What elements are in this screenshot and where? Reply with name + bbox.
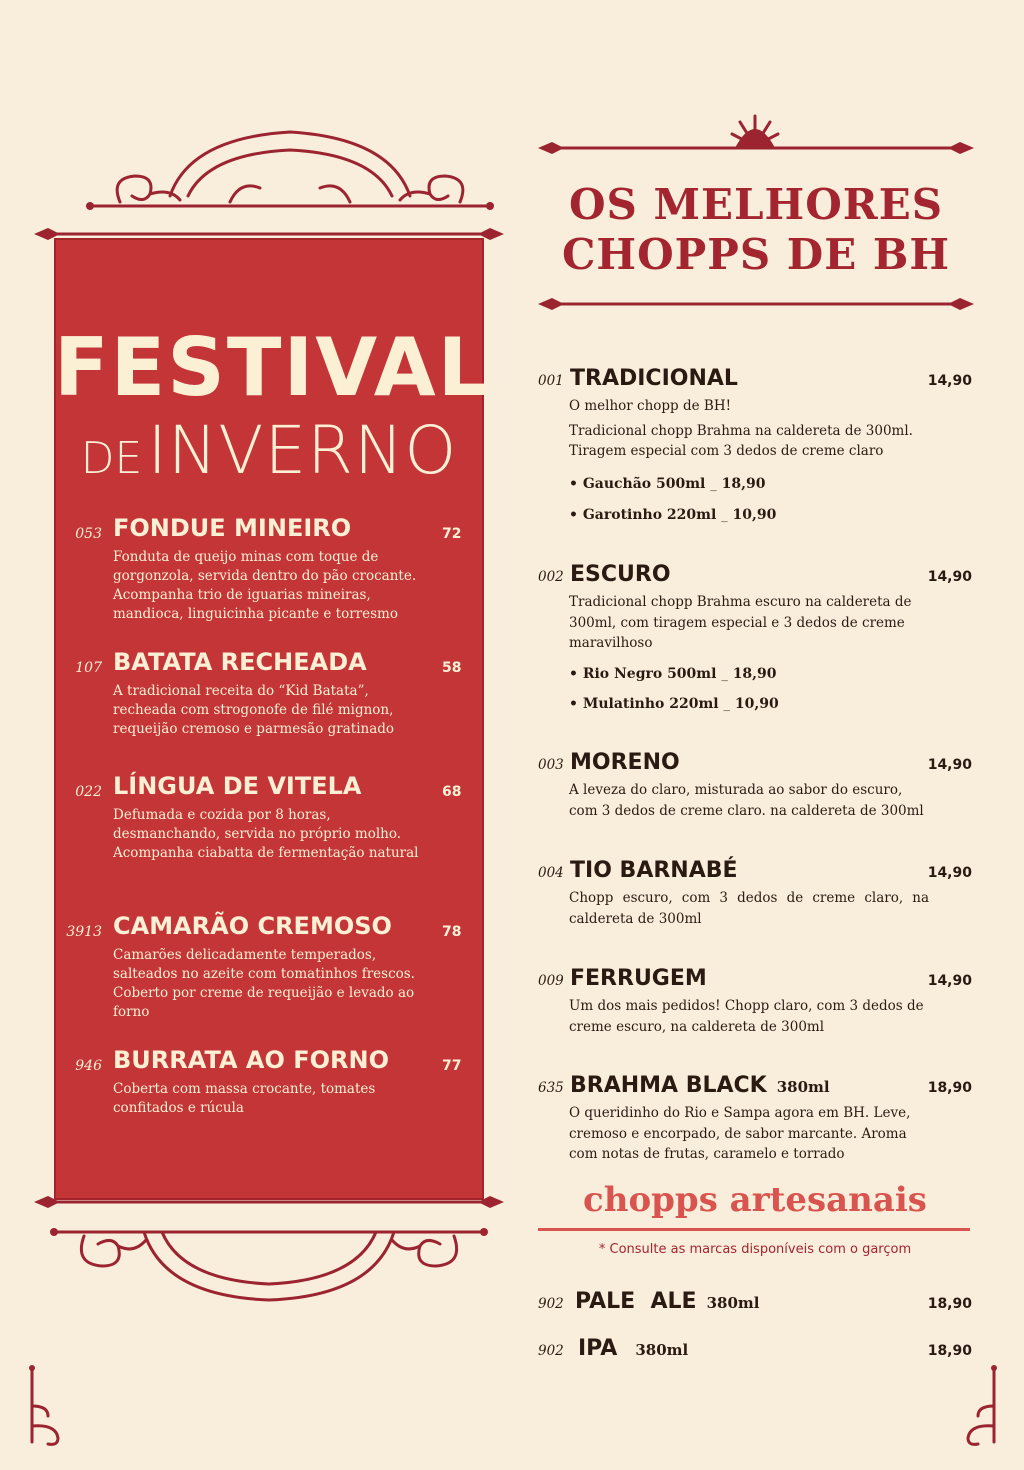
item-description-line: Tradicional chopp Brahma na caldereta de 300ml. Tiragem especial com 3 dedos de creme claro [569,422,913,459]
option-price: 18,90 [732,666,777,682]
item-option [569,476,765,492]
item-description: A tradicional receita do “Kid Batata”, recheada com strogonofe de filé mignon, requeijão cremoso e parmesão gratinado [113,683,395,737]
item-volume: 380ml [706,1294,760,1312]
option-separator: _ [710,477,717,492]
chopp-item [538,750,974,830]
item-price: 77 [442,1058,462,1074]
artesanais-title: chopps artesanais [583,1180,927,1220]
item-code: 902 [538,1296,564,1312]
item-name: TRADICIONAL [570,366,738,391]
chopps-title-line1: OS MELHORES [568,180,944,229]
item-code: 902 [538,1343,564,1359]
option-price: 10,90 [732,507,777,523]
option-separator: _ [721,667,728,682]
artesanal-item [538,1336,974,1366]
item-volume: 380ml [635,1341,689,1359]
item-name-text: PALE ALE [575,1289,697,1314]
corner-flourish-icon [26,1366,86,1446]
festival-title: FESTIVAL [54,321,491,414]
item-code: 635 [538,1080,564,1096]
item-description: Camarões delicadamente temperados, salteados no azeite com tomatinhos frescos. Coberto por creme de requeijão e levado ao forno [113,947,415,1020]
item-option [569,666,777,682]
item-name: LÍNGUA DE VITELA [113,772,362,800]
item-price: 72 [442,526,462,542]
item-code: 004 [538,865,564,881]
item-option [569,507,776,523]
chopp-item [538,562,974,722]
item-price: 18,90 [927,1080,972,1096]
item-description: Chopp escuro, com 3 dedos de creme claro, na caldereta de 300ml [569,890,929,927]
item-name: TIO BARNABÉ [570,858,738,883]
item-description: Coberta com massa crocante, tomates confitados e rúcula [113,1081,376,1116]
option-separator: _ [721,508,728,523]
item-price: 18,90 [927,1343,972,1359]
item-price: 14,90 [927,373,972,389]
item-code: 107 [75,660,102,676]
artesanais-divider [538,1228,970,1231]
option-name: • Garotinho 220ml [569,507,717,523]
festival-subtitle-big: INVERNO [147,412,458,489]
item-price: 68 [442,784,462,800]
item-price: 58 [442,660,462,676]
item-description-line: O melhor chopp de BH! [569,398,732,414]
item-name: MORENO [570,750,680,775]
diamond-rule-icon [538,140,974,156]
artesanais-note: * Consulte as marcas disponíveis com o garçom [598,1242,912,1257]
item-price: 14,90 [927,973,972,989]
item-price: 78 [442,924,462,940]
item-description: Tradicional chopp Brahma escuro na caldereta de 300ml, com tiragem especial e 3 dedos de creme maravilhoso [569,594,912,651]
item-description: Defumada e cozida por 8 horas, desmanchando, servida no próprio molho. Acompanha ciabatta de fermentação natural [113,807,419,861]
chopps-title [540,180,972,280]
option-price: 10,90 [734,696,779,712]
item-description: O queridinho do Rio e Sampa agora em BH. Leve, cremoso e encorpado, de sabor marcante. Aroma com notas de frutas, caramelo e torrado [569,1105,911,1162]
option-name: • Gauchão 500ml [569,476,706,492]
chopps-title-line2: CHOPPS DE BH [561,230,951,279]
item-name [575,1289,759,1314]
item-name [578,1336,688,1361]
chopp-item [538,966,974,1046]
chopp-item [538,366,974,536]
item-code: 003 [538,757,564,773]
option-name: • Rio Negro 500ml [569,666,717,682]
item-description: A leveza do claro, misturada ao sabor do escuro, com 3 dedos de creme claro. na caldereta de 300ml [569,782,924,819]
festival-subtitle [54,412,484,489]
chopp-item [538,858,974,938]
scroll-ornament-icon [34,1210,504,1310]
item-price: 14,90 [927,569,972,585]
item-name-text: BRAHMA BLACK [570,1073,767,1098]
item-description: Fonduta de queijo minas com toque de gorgonzola, servida dentro do pão crocante. Acompanha trio de iguarias mineiras, mandioca, linguicinha picante e torresmo [113,549,417,622]
diamond-rule-icon [538,296,974,312]
item-name: FONDUE MINEIRO [113,514,352,542]
item-code: 009 [538,973,564,989]
item-option [569,696,779,712]
artesanal-item [538,1289,974,1319]
item-code: 022 [75,784,102,800]
item-code: 002 [538,569,564,585]
item-name: CAMARÃO CREMOSO [113,912,392,940]
item-price: 14,90 [927,865,972,881]
option-price: 18,90 [721,476,766,492]
item-description: Um dos mais pedidos! Chopp claro, com 3 dedos de creme escuro, na caldereta de 300ml [569,998,924,1035]
item-name [570,1073,830,1098]
item-code: 053 [75,526,102,542]
option-name: • Mulatinho 220ml [569,696,719,712]
option-separator: _ [723,697,730,712]
chopp-item [538,1073,974,1173]
scroll-ornament-icon [80,118,500,218]
item-name-text: IPA [578,1336,618,1361]
item-price: 14,90 [927,757,972,773]
item-name: ESCURO [570,562,671,587]
corner-flourish-icon [940,1366,1000,1446]
item-code: 946 [75,1058,102,1074]
festival-subtitle-small: DE [80,433,143,484]
item-price: 18,90 [927,1296,972,1312]
item-code: 3913 [66,924,102,940]
festival-panel [54,238,491,1200]
item-name: BURRATA AO FORNO [113,1046,389,1074]
item-name: FERRUGEM [570,966,707,991]
item-description [569,396,929,462]
item-code: 001 [538,373,564,389]
item-volume: 380ml [776,1078,830,1096]
item-name: BATATA RECHEADA [113,648,367,676]
